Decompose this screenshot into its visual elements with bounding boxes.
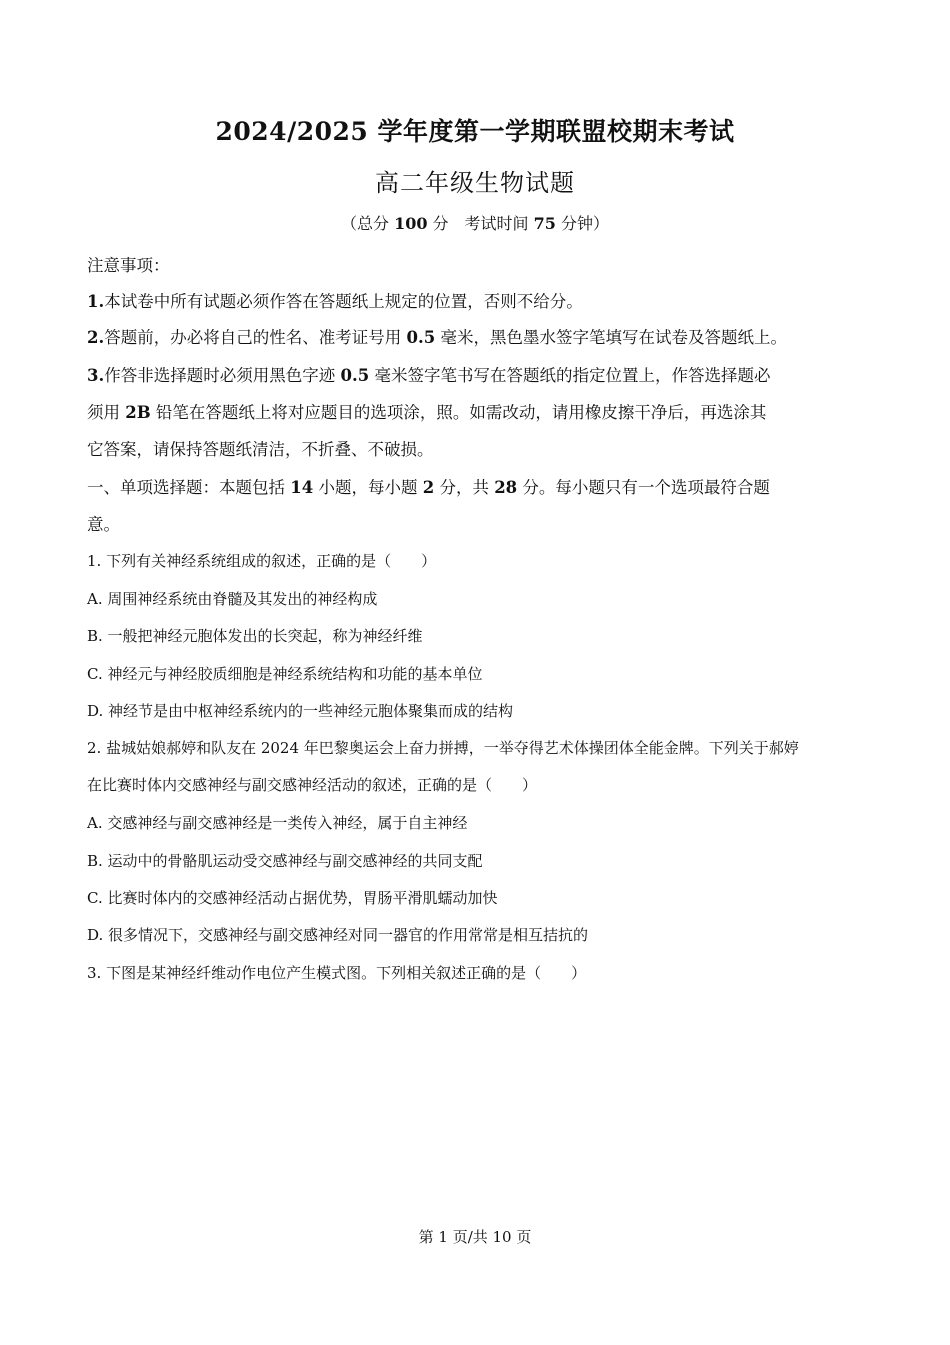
exam-subtitle: 高二年级生物试题 bbox=[375, 169, 575, 197]
question-2-option-b: B. 运动中的骨骼肌运动受交感神经与副交感神经的共同支配 bbox=[87, 852, 483, 870]
notice-item-3-line-2: 须用 2B 铅笔在答题纸上将对应题目的选项涂，照。如需改动，请用橡皮擦干净后，再选涂其 bbox=[87, 403, 767, 422]
section-heading-line-2: 意。 bbox=[87, 515, 120, 534]
notice-item-3: 3.作答非选择题时必须用黑色字迹 0.5 毫米签字笔书写在答题纸的指定位置上，作答选择题必 bbox=[87, 366, 771, 385]
question-1-option-b: B. 一般把神经元胞体发出的长突起，称为神经纤维 bbox=[87, 627, 423, 645]
question-1-option-a: A. 周围神经系统由脊髓及其发出的神经构成 bbox=[87, 590, 378, 608]
question-1-option-d: D. 神经节是由中枢神经系统内的一些神经元胞体聚集而成的结构 bbox=[87, 702, 514, 720]
page-number: 第 1 页/共 10 页 bbox=[418, 1228, 532, 1246]
question-2-stem: 2. 盐城姑娘郝婷和队友在 2024 年巴黎奥运会上奋力拼搏，一举夺得艺术体操团体全能金牌。下列关于郝婷 bbox=[87, 739, 799, 757]
question-1-stem: 1. 下列有关神经系统组成的叙述，正确的是（ ） bbox=[87, 552, 437, 570]
section-heading: 一、单项选择题：本题包括 14 小题，每小题 2 分，共 28 分。每小题只有一个选项最符合题 bbox=[87, 478, 770, 497]
notice-item-1: 1.本试卷中所有试题必须作答在答题纸上规定的位置，否则不给分。 bbox=[87, 292, 583, 311]
question-1-option-c: C. 神经元与神经胶质细胞是神经系统结构和功能的基本单位 bbox=[87, 665, 483, 683]
notice-item-3-line-3: 它答案，请保持答题纸清洁，不折叠、不破损。 bbox=[87, 440, 434, 459]
exam-meta: （总分 100 分 考试时间 75 分钟） bbox=[340, 214, 610, 233]
question-2-option-c: C. 比赛时体内的交感神经活动占据优势，胃肠平滑肌蠕动加快 bbox=[87, 889, 498, 907]
notice-item-2: 2.答题前，办必将自己的性名、准考证号用 0.5 毫米，黑色墨水签字笔填写在试卷及答题纸上。 bbox=[87, 328, 787, 347]
question-2-option-d: D. 很多情况下，交感神经与副交感神经对同一器官的作用常常是相互拮抗的 bbox=[87, 926, 589, 944]
notice-heading: 注意事项： bbox=[87, 256, 170, 275]
question-2-option-a: A. 交感神经与副交感神经是一类传入神经，属于自主神经 bbox=[87, 814, 468, 832]
question-3-stem: 3. 下图是某神经纤维动作电位产生模式图。下列相关叙述正确的是（ ） bbox=[87, 964, 587, 982]
exam-title: 2024/2025 学年度第一学期联盟校期末考试 bbox=[215, 117, 735, 146]
question-2-stem-line-2: 在比赛时体内交感神经与副交感神经活动的叙述，正确的是（ ） bbox=[87, 776, 538, 794]
